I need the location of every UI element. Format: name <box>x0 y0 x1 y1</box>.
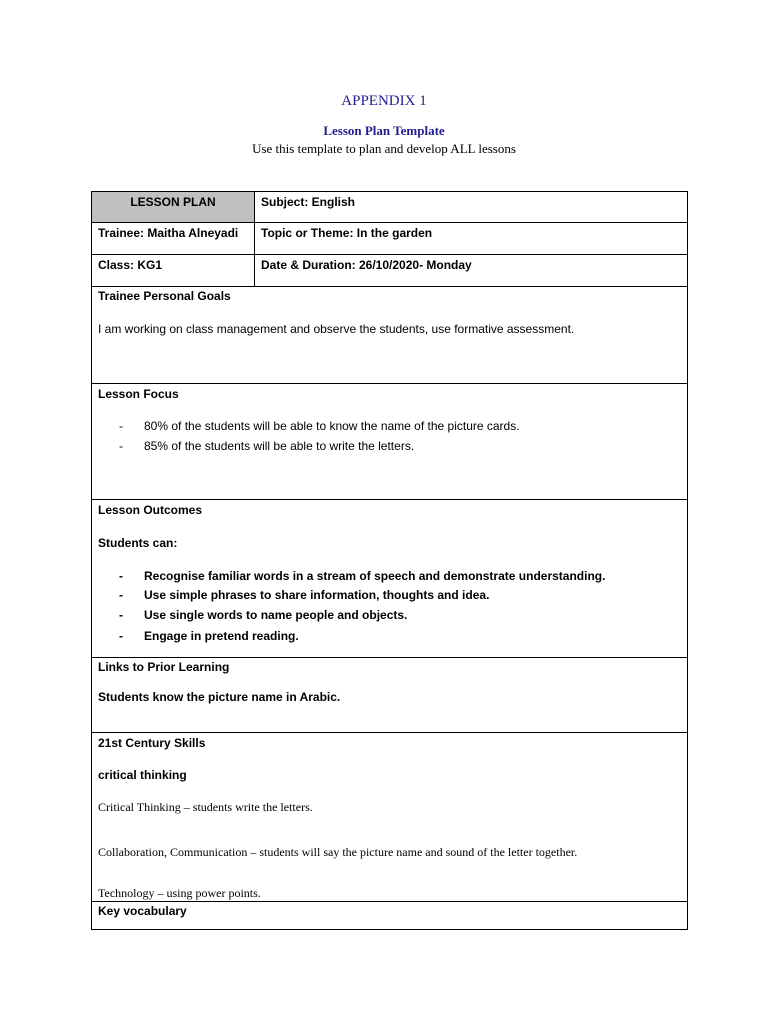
outcome-bullet: - <box>119 629 123 643</box>
outcome-bullet: - <box>119 588 123 602</box>
outcome-item: Use single words to name people and objects. <box>144 608 408 622</box>
topic-cell: Topic or Theme: In the garden <box>254 222 688 255</box>
outcome-bullet: - <box>119 569 123 583</box>
vocab-heading: Key vocabulary <box>98 904 187 918</box>
outcome-bullet: - <box>119 608 123 622</box>
template-subtitle: Use this template to plan and develop ALL lessons <box>252 141 516 156</box>
prior-text: Students know the picture name in Arabic. <box>98 690 341 704</box>
prior-heading: Links to Prior Learning <box>98 660 230 674</box>
focus-item: 80% of the students will be able to know the name of the picture cards. <box>144 419 520 433</box>
goals-heading: Trainee Personal Goals <box>98 289 231 303</box>
skills-heading: 21st Century Skills <box>98 736 206 750</box>
focus-item: 85% of the students will be able to write the letters. <box>144 439 415 453</box>
class-cell: Class: KG1 <box>91 254 255 287</box>
outcome-item: Use simple phrases to share information, thoughts and idea. <box>144 588 490 602</box>
skills-sub: critical thinking <box>98 768 187 782</box>
skills-line: Technology – using power points. <box>98 886 261 900</box>
focus-bullet: - <box>119 439 123 453</box>
focus-bullet: - <box>119 419 123 433</box>
subject-cell: Subject: English <box>254 191 688 223</box>
outcome-item: Engage in pretend reading. <box>144 629 299 643</box>
trainee-cell: Trainee: Maitha Alneyadi <box>91 222 255 255</box>
lesson-plan-header-cell: LESSON PLAN <box>91 191 255 223</box>
outcomes-heading: Lesson Outcomes <box>98 503 203 517</box>
outcomes-intro: Students can: <box>98 536 178 550</box>
appendix-title: APPENDIX 1 <box>341 93 427 109</box>
template-title: Lesson Plan Template <box>323 123 445 138</box>
skills-section <box>91 732 688 902</box>
skills-line: Collaboration, Communication – students will say the picture name and sound of the letter together. <box>98 845 578 859</box>
skills-line: Critical Thinking – students write the letters. <box>98 800 313 814</box>
goals-text: I am working on class management and observe the students, use formative assessment. <box>98 322 575 336</box>
date-cell: Date & Duration: 26/10/2020- Monday <box>254 254 688 287</box>
focus-heading: Lesson Focus <box>98 387 179 401</box>
outcome-item: Recognise familiar words in a stream of speech and demonstrate understanding. <box>144 569 606 583</box>
